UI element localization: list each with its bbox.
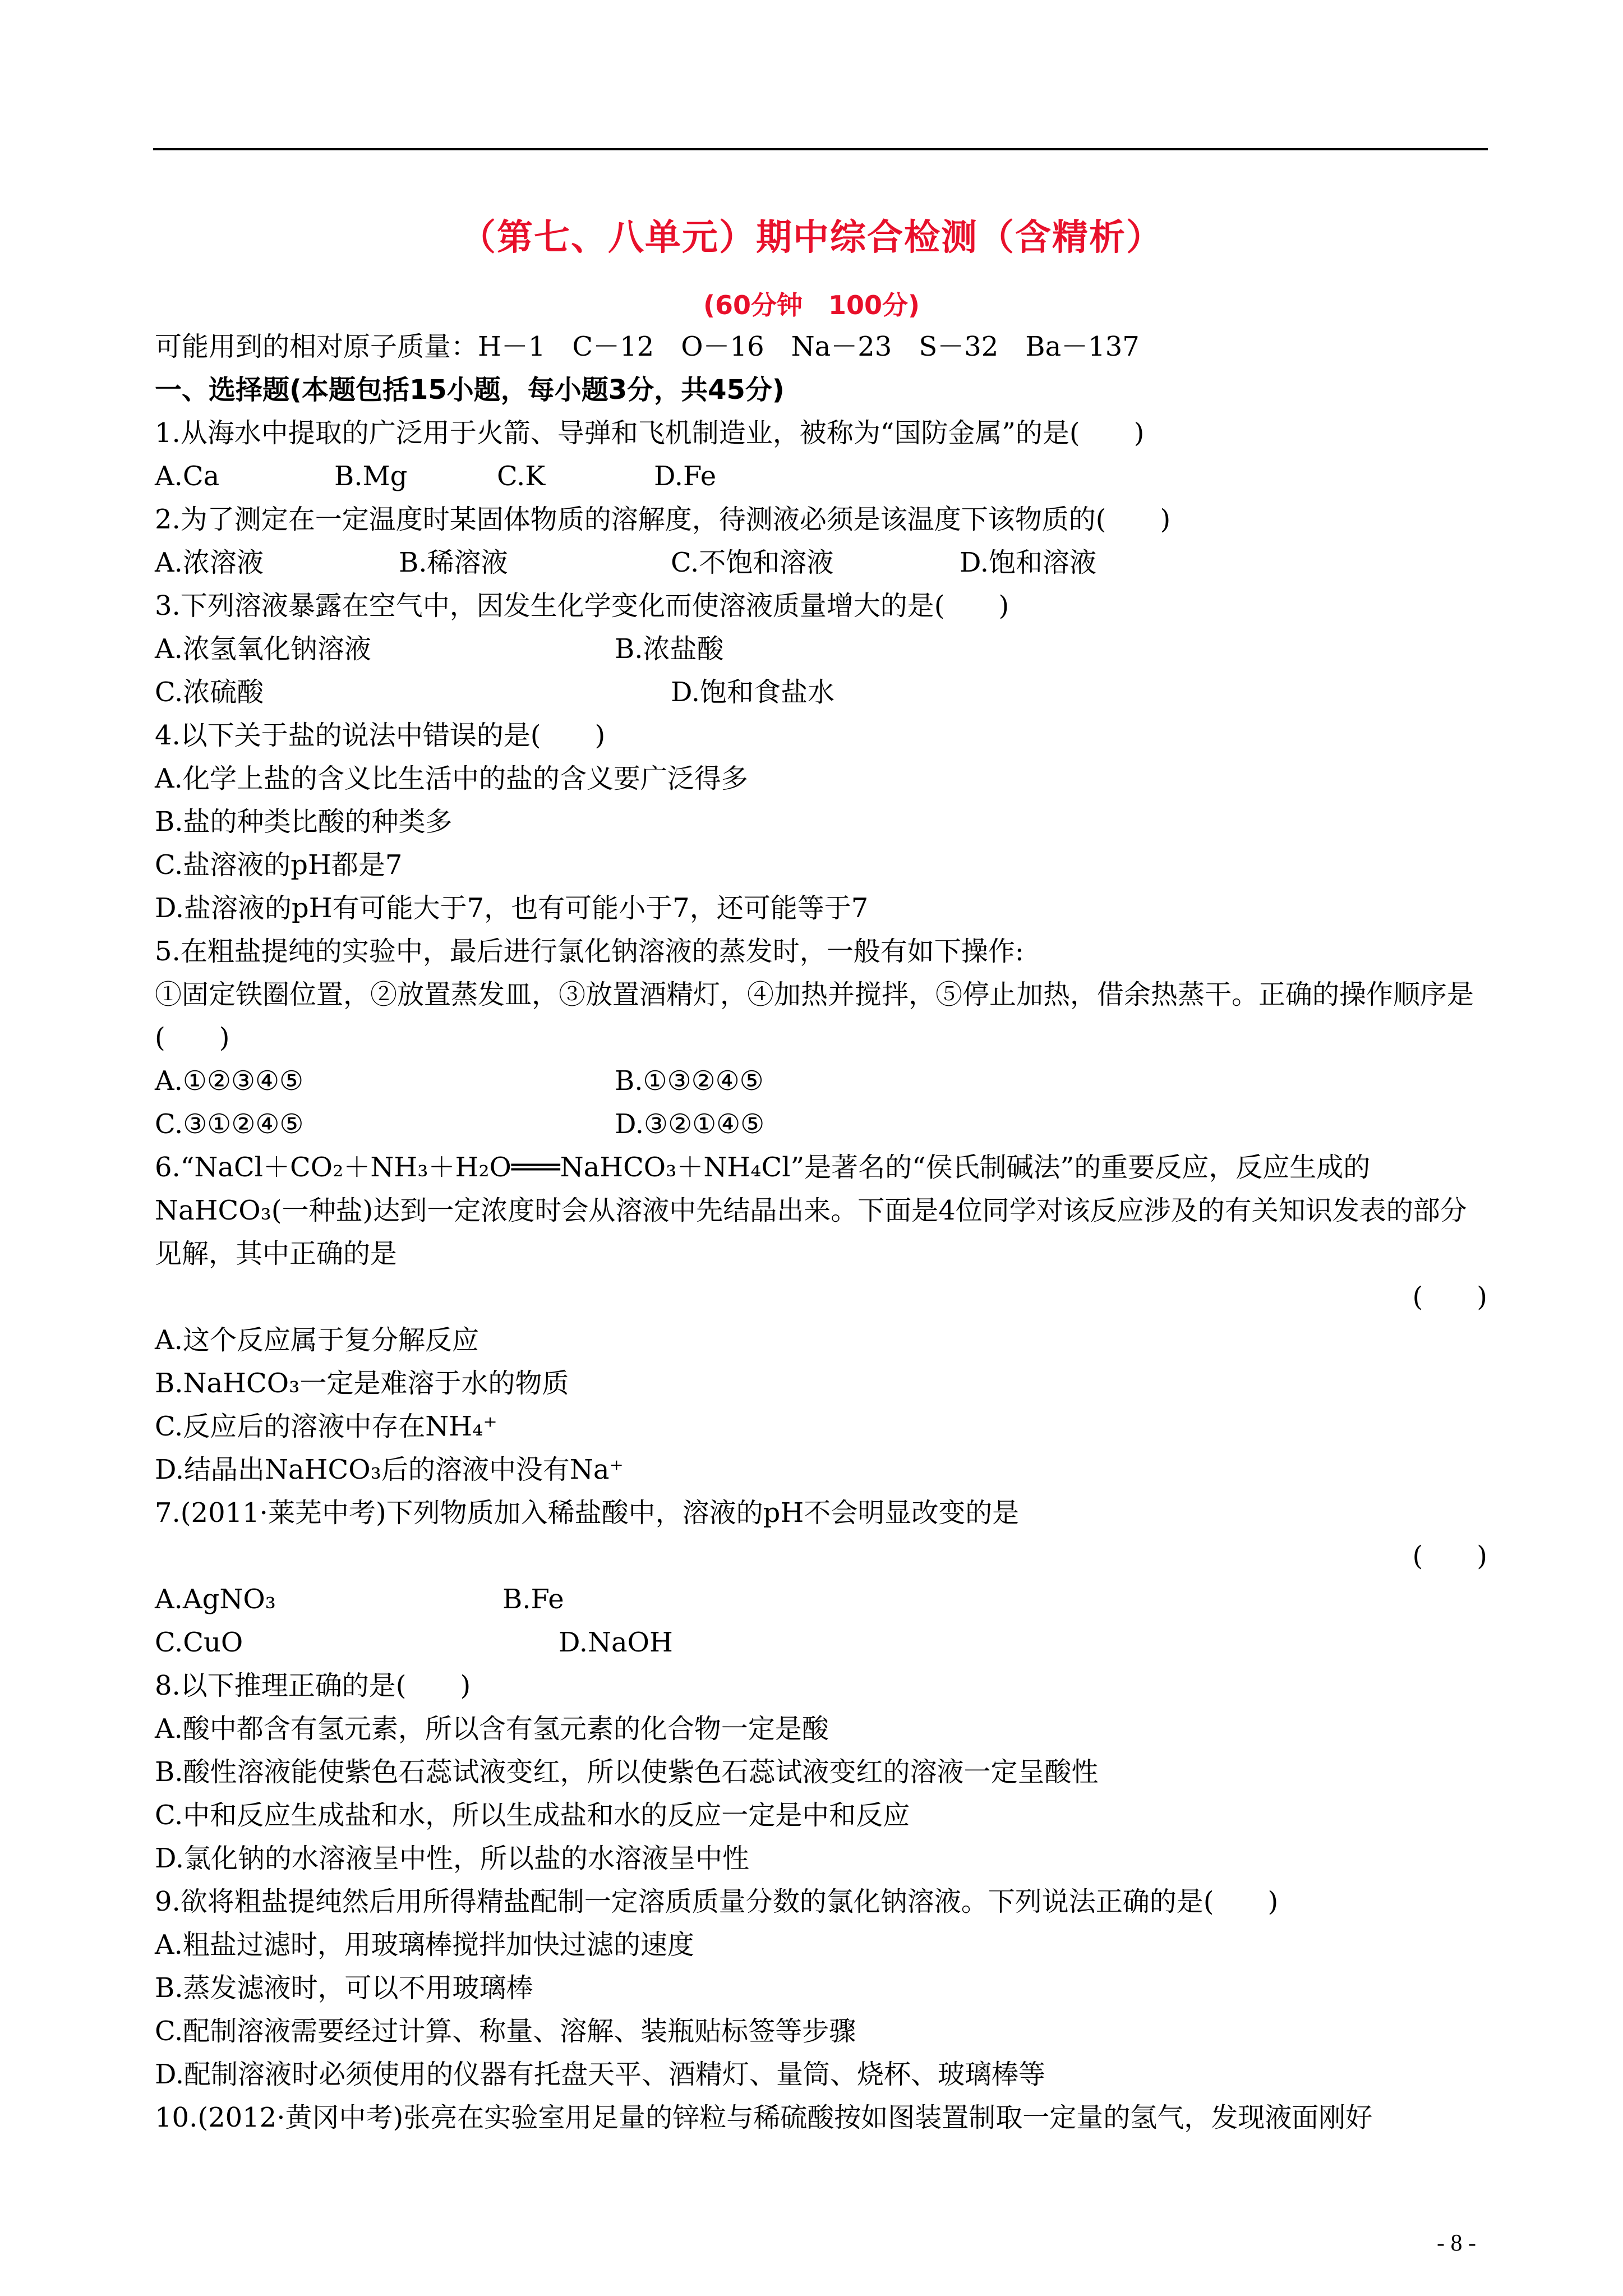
option-c: C.③①②④⑤	[155, 1108, 304, 1140]
option-b: B.①③②④⑤	[615, 1065, 764, 1097]
question-8: 8.以下推理正确的是( )	[155, 1670, 471, 1701]
option-a: A.AgNO₃	[155, 1584, 276, 1615]
option-d: D.饱和溶液	[960, 547, 1097, 578]
option-b: B.浓盐酸	[615, 633, 724, 665]
question-6: 6.“NaCl＋CO₂＋NH₃＋H₂O═══NaHCO₃＋NH₄Cl”是著名的“侯氏制碱法”的重要反应，反应生成的NaHCO₃(一种盐)达到一定浓度时会从溶液中先结晶出来。下面是4位同学对该反应涉及的有关知识发表的部分见解，其中正确的是	[155, 1152, 1467, 1269]
option-d: D.NaOH	[559, 1627, 673, 1658]
question-1: 1.从海水中提取的广泛用于火箭、导弹和飞机制造业，被称为“国防金属”的是( )	[155, 417, 1145, 449]
section-heading: 一、选择题(本题包括15小题，每小题3分，共45分)	[155, 374, 785, 406]
option-a: A.Ca	[155, 461, 220, 492]
option-c: C.不饱和溶液	[671, 547, 834, 578]
option-b: B.NaHCO₃一定是难溶于水的物质	[155, 1368, 569, 1399]
question-3: 3.下列溶液暴露在空气中，因发生化学变化而使溶液质量增大的是( )	[155, 590, 1009, 622]
question-9: 9.欲将粗盐提纯然后用所得精盐配制一定溶质质量分数的氯化钠溶液。下列说法正确的是( )	[155, 1886, 1279, 1917]
option-d: D.盐溶液的pH有可能大于7，也有可能小于7，还可能等于7	[155, 892, 869, 924]
option-a: A.浓溶液	[155, 547, 264, 578]
answer-paren: ( )	[1412, 1281, 1487, 1313]
option-a: A.这个反应属于复分解反应	[155, 1324, 479, 1356]
option-b: B.蒸发滤液时，可以不用玻璃棒	[155, 1972, 533, 2004]
option-d: D.Fe	[654, 461, 717, 492]
exam-body	[155, 325, 1487, 2139]
exam-duration-score: (60分钟 100分)	[703, 290, 920, 320]
option-d: D.结晶出NaHCO₃后的溶液中没有Na⁺	[155, 1454, 624, 1485]
question-4: 4.以下关于盐的说法中错误的是( )	[155, 720, 606, 751]
question-10: 10.(2012·黄冈中考)张亮在实验室用足量的锌粒与稀硫酸按如图装置制取一定量的氢气，发现液面刚好	[155, 2102, 1373, 2133]
question-7-options-row1	[155, 1578, 1487, 1621]
question-7-options-row2	[155, 1621, 1487, 1664]
question-3-options-row1	[155, 628, 1487, 671]
question-5: 5.在粗盐提纯的实验中，最后进行氯化钠溶液的蒸发时，一般有如下操作:	[155, 936, 1024, 967]
option-a: A.浓氢氧化钠溶液	[155, 633, 371, 665]
option-a: A.化学上盐的含义比生活中的盐的含义要广泛得多	[155, 763, 748, 794]
question-2-options	[155, 541, 1487, 585]
question-3-options-row2	[155, 671, 1487, 714]
option-d: D.饱和食盐水	[671, 677, 835, 708]
question-5-options-row1	[155, 1060, 1487, 1103]
question-1-options	[155, 455, 1487, 498]
option-d: D.配制溶液时必须使用的仪器有托盘天平、酒精灯、量筒、烧杯、玻璃棒等	[155, 2059, 1046, 2090]
option-d: D.氯化钠的水溶液呈中性，所以盐的水溶液呈中性	[155, 1843, 750, 1874]
option-b: B.Fe	[502, 1584, 564, 1615]
option-b: B.Mg	[334, 461, 408, 492]
answer-paren: ( )	[1412, 1540, 1487, 1572]
page-title: （第七、八单元）期中综合检测（含精析）	[460, 217, 1163, 259]
option-b: B.稀溶液	[399, 547, 508, 578]
option-d: D.③②①④⑤	[615, 1108, 765, 1140]
option-a: A.粗盐过滤时，用玻璃棒搅拌加快过滤的速度	[155, 1929, 694, 1961]
header-rule	[153, 148, 1488, 150]
option-c: C.配制溶液需要经过计算、称量、溶解、装瓶贴标签等步骤	[155, 2016, 856, 2047]
atomic-mass-note: 可能用到的相对原子质量：H－1 C－12 O－16 Na－23 S－32 Ba－137	[155, 331, 1140, 362]
option-c: C.K	[497, 461, 546, 492]
question-5-options-row2	[155, 1103, 1487, 1146]
page-number: - 8 -	[1437, 2230, 1476, 2256]
option-c: C.反应后的溶液中存在NH₄⁺	[155, 1411, 497, 1442]
question-2: 2.为了测定在一定温度时某固体物质的溶解度，待测液必须是该温度下该物质的( )	[155, 504, 1171, 535]
option-c: C.盐溶液的pH都是7	[155, 849, 403, 881]
option-c: C.浓硫酸	[155, 677, 264, 708]
option-c: C.中和反应生成盐和水，所以生成盐和水的反应一定是中和反应	[155, 1800, 910, 1831]
question-7: 7.(2011·莱芜中考)下列物质加入稀盐酸中，溶液的pH不会明显改变的是	[155, 1497, 1020, 1529]
option-b: B.盐的种类比酸的种类多	[155, 806, 453, 838]
option-c: C.CuO	[155, 1627, 243, 1658]
option-a: A.①②③④⑤	[155, 1065, 304, 1097]
question-5-steps: ①固定铁圈位置，②放置蒸发皿，③放置酒精灯，④加热并搅拌，⑤停止加热，借余热蒸干。正确的操作顺序是( )	[155, 979, 1474, 1053]
option-b: B.酸性溶液能使紫色石蕊试液变红，所以使紫色石蕊试液变红的溶液一定呈酸性	[155, 1756, 1099, 1788]
option-a: A.酸中都含有氢元素，所以含有氢元素的化合物一定是酸	[155, 1713, 829, 1745]
